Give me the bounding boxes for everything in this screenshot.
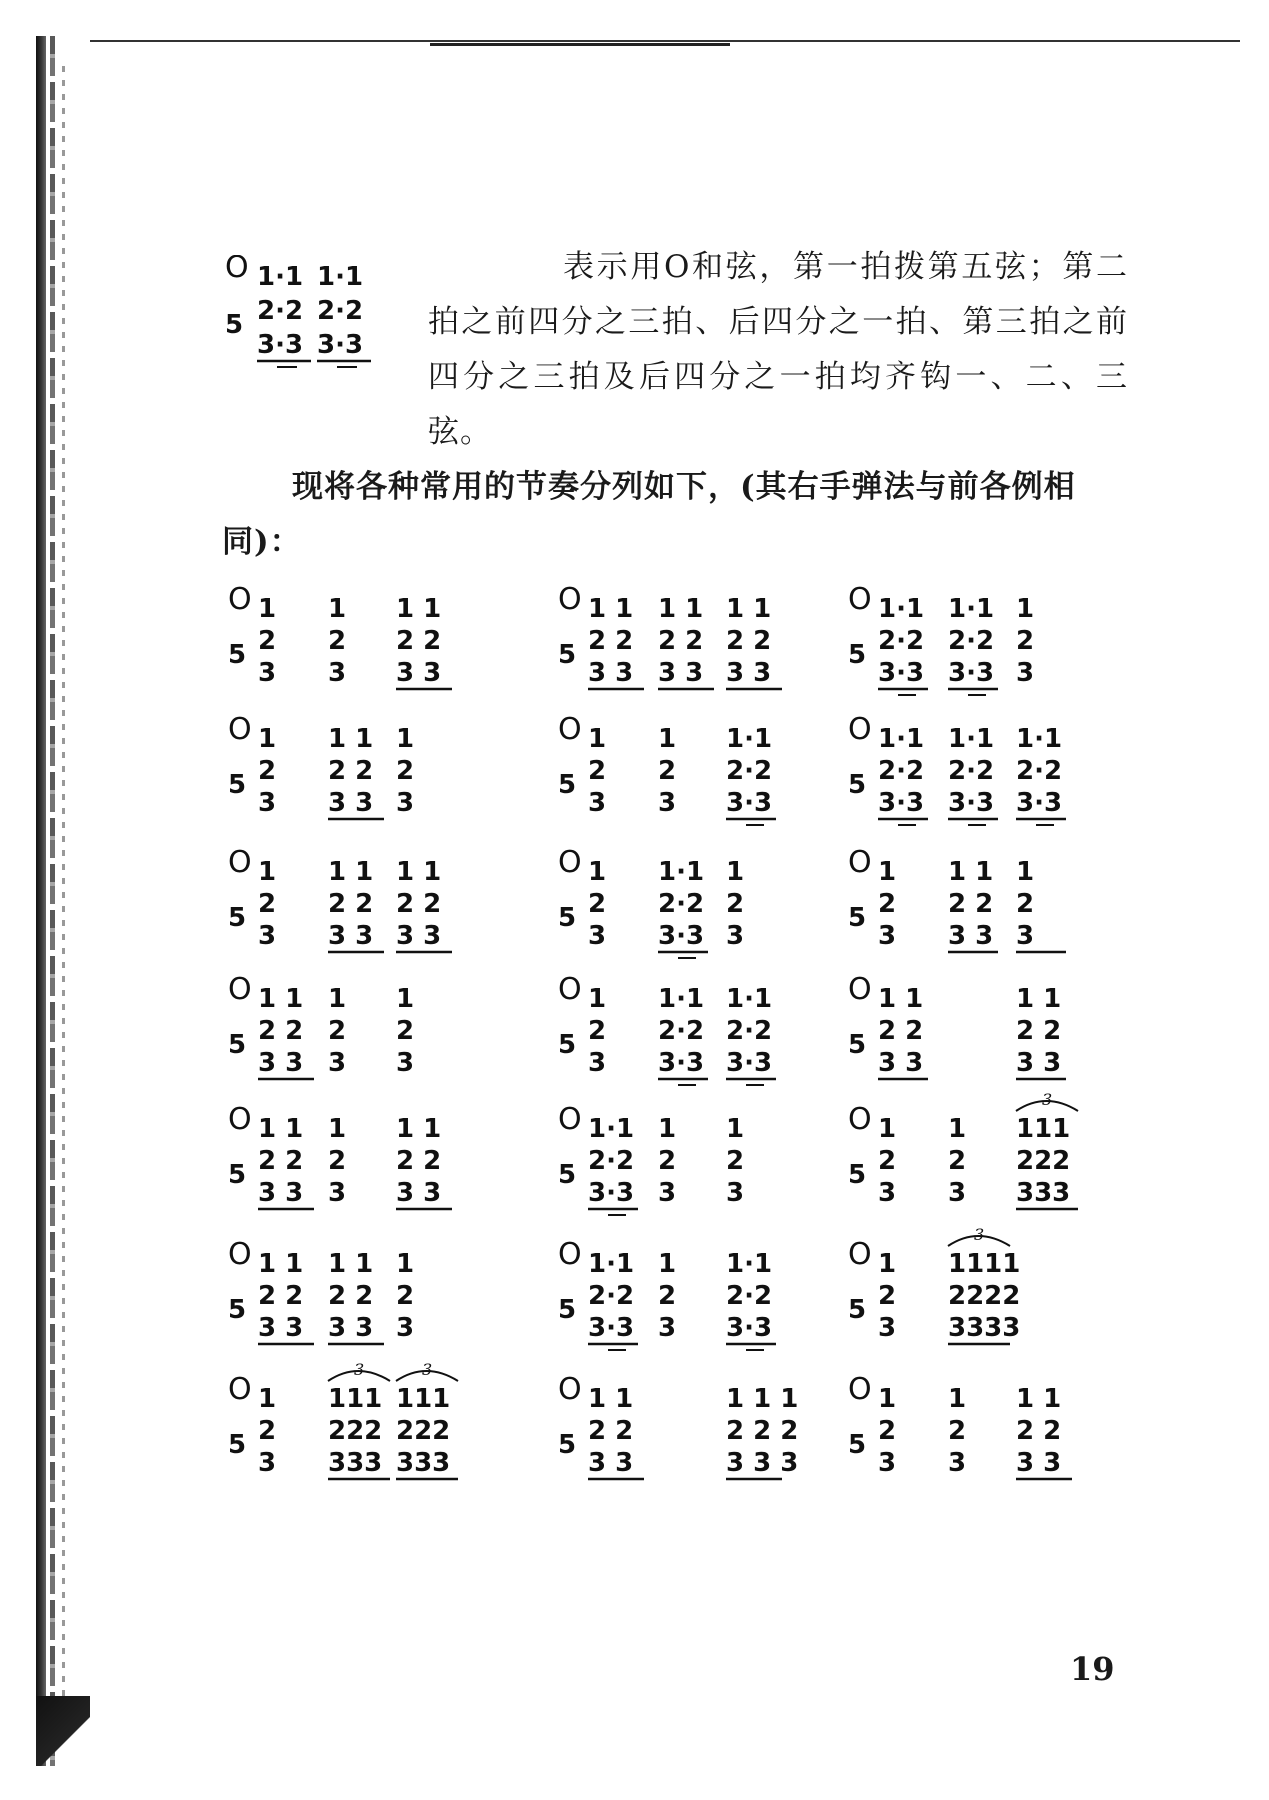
rhythm-pattern-figure — [558, 1102, 828, 1225]
string-number: 1 — [948, 1384, 967, 1414]
rhythm-pattern-figure — [228, 1237, 498, 1360]
string-number: 1 — [658, 1114, 677, 1144]
string-number: 3·3 — [726, 1313, 773, 1343]
string-number: 3·3 — [317, 330, 364, 360]
string-number: 2 2 — [328, 889, 374, 919]
bass-string-number: 5 — [558, 1295, 577, 1325]
string-number: 1 1 — [258, 1249, 304, 1279]
string-number: 2·2 — [658, 1016, 705, 1046]
string-number: 3 3 — [658, 658, 704, 688]
open-chord-symbol: O — [558, 1237, 582, 1272]
string-number: 3 — [1016, 658, 1035, 688]
string-number: 2222 — [948, 1281, 1021, 1311]
string-number: 3 — [328, 658, 347, 688]
string-number: 2 — [258, 626, 277, 656]
string-number: 1·1 — [658, 984, 705, 1014]
open-chord-symbol: O — [228, 972, 252, 1007]
string-number: 1·1 — [726, 1249, 773, 1279]
string-number: 2 2 — [658, 626, 704, 656]
open-chord-symbol: O — [848, 582, 872, 617]
string-number: 3 — [588, 921, 607, 951]
rhythm-pattern — [228, 582, 488, 705]
rhythm-pattern-figure — [558, 1237, 828, 1360]
string-number: 2 — [328, 1146, 347, 1176]
rhythm-pattern — [848, 972, 1108, 1095]
rhythm-pattern — [558, 845, 818, 968]
rhythm-pattern-figure — [848, 845, 1118, 968]
string-number: 1·1 — [257, 262, 304, 292]
string-number: 3 3 — [258, 1178, 304, 1208]
string-number: 2 — [948, 1416, 967, 1446]
string-number: 1·1 — [317, 262, 364, 292]
string-number: 3333 — [948, 1313, 1021, 1343]
rhythm-pattern — [558, 1372, 818, 1495]
string-number: 1·1 — [726, 984, 773, 1014]
intro-description: 表示用O和弦，第一拍拨第五弦；第二拍之前四分之三拍、后四分之一拍、第三拍之前四分之三拍及后四分之一拍均齐钩一、二、三弦。 — [428, 249, 1128, 450]
string-number: 222 — [396, 1416, 451, 1446]
string-number: 3 3 — [396, 921, 442, 951]
string-number: 1 1 — [726, 594, 772, 624]
string-number: 2·2 — [726, 1016, 773, 1046]
string-number: 2 — [1016, 889, 1035, 919]
bass-string-number: 5 — [848, 1430, 867, 1460]
rhythm-pattern — [228, 1237, 488, 1360]
string-number: 1 — [588, 724, 607, 754]
bass-string-number: 5 — [848, 640, 867, 670]
bass-string-number: 5 — [848, 903, 867, 933]
string-number: 2 2 — [396, 889, 442, 919]
string-number: 3 3 3 — [726, 1448, 799, 1478]
open-chord-symbol: O — [848, 1102, 872, 1137]
bass-string-number: 5 — [848, 1295, 867, 1325]
string-number: 3 — [658, 788, 677, 818]
string-number: 1 1 — [588, 1384, 634, 1414]
bass-string-number: 5 — [228, 770, 247, 800]
string-number: 3·3 — [878, 788, 925, 818]
string-number: 2 — [878, 1281, 897, 1311]
string-number: 1 1 — [1016, 984, 1062, 1014]
string-number: 2·2 — [726, 756, 773, 786]
bass-string-number: 5 — [558, 1430, 577, 1460]
string-number: 1 — [878, 1384, 897, 1414]
string-number: 3 — [878, 1178, 897, 1208]
string-number: 3 — [878, 921, 897, 951]
string-number: 2·2 — [1016, 756, 1063, 786]
rhythm-pattern — [558, 582, 818, 705]
string-number: 333 — [1016, 1178, 1071, 1208]
string-number: 1·1 — [878, 724, 925, 754]
rhythm-pattern — [848, 1372, 1108, 1495]
string-number: 3 3 — [588, 1448, 634, 1478]
bass-string-number: 5 — [228, 903, 247, 933]
rhythm-pattern — [228, 845, 488, 968]
string-number: 3 — [658, 1313, 677, 1343]
bass-string-number: 5 — [228, 1030, 247, 1060]
string-number: 2 2 — [258, 1016, 304, 1046]
string-number: 2 — [588, 889, 607, 919]
string-number: 333 — [328, 1448, 383, 1478]
bass-string-number: 5 — [228, 1430, 247, 1460]
bass-string-number: 5 — [558, 1030, 577, 1060]
open-chord-symbol: O — [225, 255, 249, 285]
rhythm-pattern — [558, 712, 818, 835]
open-chord-symbol: O — [558, 972, 582, 1007]
string-number: 3·3 — [588, 1178, 635, 1208]
string-number: 3 — [658, 1178, 677, 1208]
string-number: 2 — [878, 889, 897, 919]
string-number: 1 — [258, 1384, 277, 1414]
string-number: 1·1 — [588, 1249, 635, 1279]
string-number: 1 — [948, 1114, 967, 1144]
string-number: 3 — [396, 788, 415, 818]
string-number: 1 — [258, 857, 277, 887]
string-number: 3 — [328, 1048, 347, 1078]
string-number: 3 3 — [948, 921, 994, 951]
page-number: 19 — [1070, 1650, 1115, 1688]
open-chord-symbol: O — [848, 1237, 872, 1272]
top-rule — [90, 40, 1240, 42]
bass-string-number: 5 — [558, 770, 577, 800]
string-number: 2 — [258, 1416, 277, 1446]
open-chord-symbol: O — [228, 1102, 252, 1137]
string-number: 1 — [258, 724, 277, 754]
rhythm-pattern-figure — [558, 1372, 828, 1495]
string-number: 1 — [396, 724, 415, 754]
rhythm-pattern — [848, 845, 1108, 968]
string-number: 1 1 — [1016, 1384, 1062, 1414]
string-number: 2 — [588, 756, 607, 786]
string-number: 1·1 — [948, 594, 995, 624]
bass-string-number: 5 — [558, 903, 577, 933]
string-number: 1 — [588, 857, 607, 887]
triplet-label: 3 — [1042, 1090, 1053, 1109]
string-number: 222 — [328, 1416, 383, 1446]
string-number: 3 — [948, 1448, 967, 1478]
string-number: 2·2 — [878, 626, 925, 656]
rhythm-pattern-figure — [558, 845, 828, 968]
string-number: 2·2 — [658, 889, 705, 919]
string-number: 3 3 — [328, 921, 374, 951]
string-number: 1 — [658, 1249, 677, 1279]
string-number: 3·3 — [257, 330, 304, 360]
string-number: 1 1 — [588, 594, 634, 624]
string-number: 1 — [878, 1114, 897, 1144]
rhythm-pattern-figure — [848, 1372, 1118, 1495]
string-number: 2 2 — [258, 1146, 304, 1176]
string-number: 1·1 — [726, 724, 773, 754]
rhythm-pattern-figure — [228, 845, 498, 968]
rhythm-pattern-figure — [228, 972, 498, 1095]
string-number: 3 — [258, 921, 277, 951]
string-number: 111 — [396, 1384, 451, 1414]
string-number: 3 — [726, 921, 745, 951]
string-number: 1 — [1016, 857, 1035, 887]
rhythm-pattern — [228, 972, 488, 1095]
string-number: 2 2 — [1016, 1016, 1062, 1046]
string-number: 1 — [726, 1114, 745, 1144]
string-number: 2 2 — [588, 1416, 634, 1446]
string-number: 3 — [396, 1048, 415, 1078]
string-number: 2 — [878, 1416, 897, 1446]
string-number: 1 1 — [396, 857, 442, 887]
open-chord-symbol: O — [848, 845, 872, 880]
lead-paragraph: 现将各种常用的节奏分列如下，(其右手弹法与前各例相同)： — [222, 469, 1076, 560]
string-number: 2 — [258, 756, 277, 786]
string-number: 2 — [1016, 626, 1035, 656]
string-number: 1 — [328, 984, 347, 1014]
string-number: 2·2 — [317, 296, 364, 326]
string-number: 2 — [948, 1146, 967, 1176]
rhythm-pattern — [228, 712, 488, 835]
string-number: 1 — [396, 984, 415, 1014]
bass-string-number: 5 — [848, 1160, 867, 1190]
open-chord-symbol: O — [848, 712, 872, 747]
string-number: 2 — [726, 889, 745, 919]
rhythm-pattern-figure — [558, 972, 828, 1095]
open-chord-symbol: O — [848, 1372, 872, 1407]
string-number: 1 1 — [328, 1249, 374, 1279]
string-number: 3 3 — [588, 658, 634, 688]
string-number: 2 2 — [328, 756, 374, 786]
string-number: 3·3 — [588, 1313, 635, 1343]
string-number: 1 1 — [258, 984, 304, 1014]
string-number: 1 — [878, 857, 897, 887]
rhythm-pattern-figure — [558, 712, 828, 835]
string-number: 3·3 — [726, 1048, 773, 1078]
rhythm-pattern-figure — [848, 972, 1118, 1095]
bass-string-number: 5 — [848, 1030, 867, 1060]
string-number: 111 — [1016, 1114, 1071, 1144]
string-number: 3 — [948, 1178, 967, 1208]
top-rule-mark — [430, 43, 730, 46]
string-number: 2·2 — [948, 756, 995, 786]
string-number: 3 3 — [328, 1313, 374, 1343]
string-number: 3 — [396, 1313, 415, 1343]
string-number: 3 3 — [1016, 1448, 1062, 1478]
string-number: 2 2 — [948, 889, 994, 919]
string-number: 2·2 — [726, 1281, 773, 1311]
rhythm-pattern — [558, 972, 818, 1095]
string-number: 2 — [658, 1146, 677, 1176]
string-number: 2 2 — [1016, 1416, 1062, 1446]
string-number: 3 — [878, 1313, 897, 1343]
string-number: 222 — [1016, 1146, 1071, 1176]
string-number: 1·1 — [658, 857, 705, 887]
string-number: 1 1 — [258, 1114, 304, 1144]
rhythm-pattern-figure — [558, 582, 828, 705]
bass-string-number: 5 — [228, 1160, 247, 1190]
string-number: 3 — [878, 1448, 897, 1478]
string-number: 3·3 — [658, 1048, 705, 1078]
string-number: 3 — [726, 1178, 745, 1208]
string-number: 3 — [258, 658, 277, 688]
string-number: 1 — [878, 1249, 897, 1279]
string-number: 2 2 — [328, 1281, 374, 1311]
string-number: 3·3 — [878, 658, 925, 688]
string-number: 2 2 — [258, 1281, 304, 1311]
binding-edge — [36, 36, 90, 1766]
triplet-label: 3 — [422, 1360, 433, 1379]
triplet-label: 3 — [354, 1360, 365, 1379]
string-number: 3 3 — [258, 1313, 304, 1343]
string-number: 3 — [1016, 921, 1035, 951]
string-number: 3 — [328, 1178, 347, 1208]
bass-string-number: 5 — [848, 770, 867, 800]
rhythm-pattern-figure — [848, 712, 1118, 835]
open-chord-symbol: O — [558, 582, 582, 617]
rhythm-pattern — [848, 1225, 1108, 1360]
rhythm-pattern-figure — [228, 1102, 498, 1225]
string-number: 1·1 — [948, 724, 995, 754]
string-number: 2 2 — [588, 626, 634, 656]
string-number: 2 — [658, 756, 677, 786]
string-number: 2 — [588, 1016, 607, 1046]
rhythm-pattern — [558, 1102, 818, 1225]
triplet-label: 3 — [974, 1225, 985, 1244]
string-number: 1 1 — [328, 857, 374, 887]
rhythm-pattern — [848, 712, 1108, 835]
string-number: 3 3 — [396, 658, 442, 688]
open-chord-symbol: O — [228, 845, 252, 880]
string-number: 2·2 — [588, 1146, 635, 1176]
rhythm-pattern-figure — [228, 582, 498, 705]
string-number: 111 — [328, 1384, 383, 1414]
string-number: 2 — [396, 1016, 415, 1046]
bass-string-number: 5 — [228, 1295, 247, 1325]
string-number: 3 3 — [258, 1048, 304, 1078]
string-number: 3 3 — [1016, 1048, 1062, 1078]
rhythm-pattern — [848, 582, 1108, 705]
string-number: 3 — [258, 1448, 277, 1478]
string-number: 2 2 — [396, 1146, 442, 1176]
string-number: 1 1 — [948, 857, 994, 887]
string-number: 2 — [328, 1016, 347, 1046]
open-chord-symbol: O — [558, 1102, 582, 1137]
string-number: 1 1 — [396, 594, 442, 624]
rhythm-pattern — [848, 1090, 1108, 1225]
string-number: 1 1 1 — [726, 1384, 799, 1414]
rhythm-pattern — [228, 1102, 488, 1225]
open-chord-symbol: O — [558, 845, 582, 880]
open-chord-symbol: O — [558, 712, 582, 747]
string-number: 3·3 — [948, 788, 995, 818]
string-number: 1 — [658, 724, 677, 754]
string-number: 3 3 — [396, 1178, 442, 1208]
rhythm-pattern-figure — [848, 1090, 1118, 1225]
string-number: 2 — [658, 1281, 677, 1311]
string-number: 1 1 — [328, 724, 374, 754]
string-number: 1 — [258, 594, 277, 624]
open-chord-symbol: O — [228, 582, 252, 617]
string-number: 2·2 — [257, 296, 304, 326]
string-number: 2 — [396, 1281, 415, 1311]
string-number: 1·1 — [878, 594, 925, 624]
string-number: 3 — [588, 788, 607, 818]
bass-string-number: 5 — [558, 640, 577, 670]
string-number: 2·2 — [588, 1281, 635, 1311]
bass-string-number: 5 — [558, 1160, 577, 1190]
string-number: 1 — [328, 594, 347, 624]
string-number: 3 3 — [878, 1048, 924, 1078]
string-number: 1·1 — [588, 1114, 635, 1144]
string-number: 2 — [878, 1146, 897, 1176]
string-number: 1·1 — [1016, 724, 1063, 754]
string-number: 1 1 — [878, 984, 924, 1014]
rhythm-pattern-figure — [228, 712, 498, 835]
string-number: 1111 — [948, 1249, 1021, 1279]
intro-notation-figure — [225, 255, 395, 395]
string-number: 2 2 — [726, 626, 772, 656]
string-number: 1 — [396, 1249, 415, 1279]
string-number: 3 3 — [726, 658, 772, 688]
rhythm-pattern-figure — [228, 1360, 498, 1495]
string-number: 1 — [1016, 594, 1035, 624]
string-number: 2 — [726, 1146, 745, 1176]
string-number: 3·3 — [658, 921, 705, 951]
string-number: 2 — [258, 889, 277, 919]
string-number: 3 3 — [328, 788, 374, 818]
rhythm-pattern-figure — [848, 582, 1118, 705]
open-chord-symbol: O — [228, 712, 252, 747]
open-chord-symbol: O — [228, 1372, 252, 1407]
string-number: 1 — [726, 857, 745, 887]
bass-string-number: 5 — [228, 640, 247, 670]
open-chord-symbol: O — [558, 1372, 582, 1407]
rhythm-pattern-figure — [848, 1225, 1118, 1360]
open-chord-symbol: O — [848, 972, 872, 1007]
string-number: 2·2 — [948, 626, 995, 656]
string-number: 2 2 — [878, 1016, 924, 1046]
string-number: 2·2 — [878, 756, 925, 786]
intro-notation — [225, 255, 395, 395]
string-number: 1 1 — [396, 1114, 442, 1144]
open-chord-symbol: O — [228, 1237, 252, 1272]
string-number: 1 — [588, 984, 607, 1014]
string-number: 3·3 — [948, 658, 995, 688]
string-number: 3·3 — [1016, 788, 1063, 818]
string-number: 1 — [328, 1114, 347, 1144]
string-number: 3 — [258, 788, 277, 818]
string-number: 3·3 — [726, 788, 773, 818]
string-number: 2 2 — [396, 626, 442, 656]
string-number: 2 2 2 — [726, 1416, 799, 1446]
string-number: 1 1 — [658, 594, 704, 624]
bass-string-number: 5 — [225, 310, 244, 340]
rhythm-pattern — [228, 1360, 488, 1495]
string-number: 2 — [396, 756, 415, 786]
string-number: 3 — [588, 1048, 607, 1078]
string-number: 333 — [396, 1448, 451, 1478]
string-number: 2 — [328, 626, 347, 656]
rhythm-pattern — [558, 1237, 818, 1360]
